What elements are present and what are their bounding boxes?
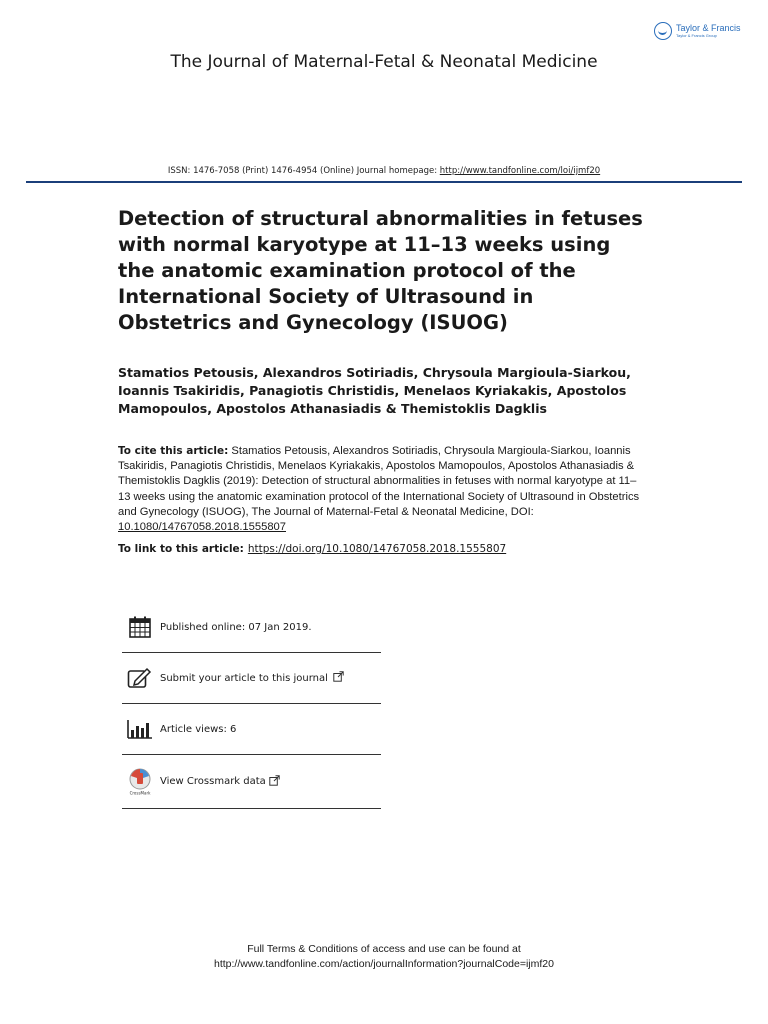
taylor-francis-logo-icon [654,22,672,40]
crossmark-logo-text: CrossMark [129,790,151,795]
publisher-name: Taylor & Francis [676,23,741,33]
bar-chart-icon [126,716,154,742]
external-link-icon[interactable] [333,671,344,685]
article-authors: Stamatios Petousis, Alexandros Sotiriadis, Chrysoula Margioula-Siarkou, Ioannis Tsakiridis, Panagiotis Christidis, Menelaos Kyriakakis, Apostolos Mamopoulos, Apostolos Athanasiadis & Themistoklis Dagklis [118,365,631,416]
citation-label: To cite this article: [118,445,229,457]
terms-text: Full Terms & Conditions of access and use can be found at [247,943,521,955]
journal-title: The Journal of Maternal-Fetal & Neonatal Medicine [170,52,598,72]
citation-doi-link[interactable]: 10.1080/14767058.2018.1555807 [118,521,286,534]
terms-url[interactable]: http://www.tandfonline.com/action/journalInformation?journalCode=ijmf20 [214,958,554,970]
published-online-row [122,602,381,653]
external-link-icon[interactable] [269,775,280,789]
issn-line [0,166,768,176]
article-doi-link[interactable]: https://doi.org/10.1080/14767058.2018.1555807 [247,543,507,555]
crossmark-link[interactable]: View Crossmark data [160,776,266,787]
submit-article-row[interactable] [122,653,381,704]
article-views-text: Article views: 6 [160,723,237,735]
article-info-list [122,602,381,809]
calendar-icon [126,614,154,640]
terms-footer [0,942,768,972]
header-divider [26,181,742,183]
issn-text: ISSN: 1476-7058 (Print) 1476-4954 (Online) Journal homepage: [167,166,440,176]
submit-article-link[interactable]: Submit your article to this journal [160,672,328,684]
published-date-text: Published online: 07 Jan 2019. [160,621,312,633]
link-label: To link to this article: [118,543,244,555]
publisher-subname: Taylor & Francis Group [676,33,717,38]
edit-icon [126,665,154,691]
citation-block [118,444,646,535]
article-title: Detection of structural abnormalities in fetuses with normal karyotype at 11–13 weeks using the anatomic examination protocol of the International Society of Ultrasound in Obstetrics and Gynecology (ISUOG) [118,207,643,334]
journal-homepage-link[interactable]: http://www.tandfonline.com/loi/ijmf20 [439,166,601,176]
article-views-row [122,704,381,755]
publisher-logo[interactable] [654,22,741,40]
article-link-line [118,543,658,555]
citation-text: Stamatios Petousis, Alexandros Sotiriadis, Chrysoula Margioula-Siarkou, Ioannis Tsakiridis, Panagiotis Christidis, Menelaos Kyriakakis, Apostolos Mamopoulos, Apostolos Athanasiadis & Themistoklis Dagklis (2019): Detection of structural abnormalities in fetuses with normal karyotype at 11–13 weeks using the anatomic examination protocol of the International Society of Ultrasound in Obstetrics and Gynecology (ISUOG), The Journal of Maternal-Fetal & Neonatal Medicine, DOI: [118,445,640,518]
crossmark-row[interactable] [122,755,381,809]
crossmark-icon [126,769,154,795]
